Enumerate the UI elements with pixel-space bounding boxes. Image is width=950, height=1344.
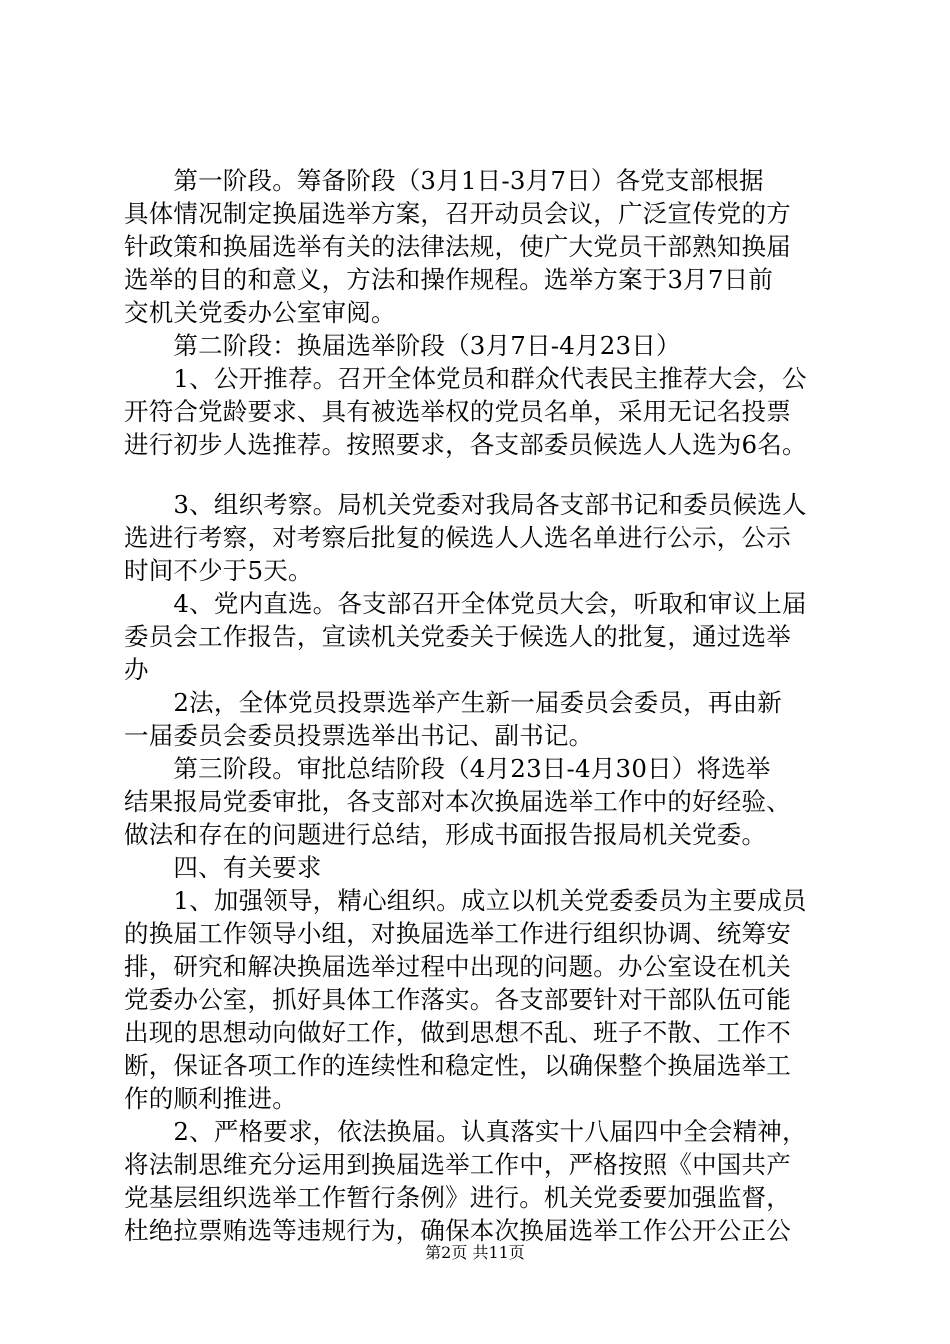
text-line: 选进行考察，对考察后批复的候选人人选名单进行公示，公示: [124, 523, 791, 552]
text-line: 将法制思维充分运用到换届选举工作中，严格按照《中国共产: [124, 1150, 791, 1179]
text-line: 的换届工作领导小组，对换届选举工作进行组织协调、统筹安: [124, 919, 791, 948]
text-line: 四、有关要求: [124, 853, 322, 882]
text-line: 第三阶段。审批总结阶段（4月23日-4月30日）将选举: [124, 754, 771, 783]
text-line: 针政策和换届选举有关的法律法规，使广大党员干部熟知换届: [124, 232, 791, 261]
text-line: 作的顺利推进。: [124, 1084, 297, 1113]
text-line: 具体情况制定换届选举方案，召开动员会议，广泛宣传党的方: [124, 199, 791, 228]
text-line: 交机关党委办公室审阅。: [124, 298, 396, 327]
text-line-last: 杜绝拉票贿选等违规行为，确保本次换届选举工作公开公正公: [124, 1216, 791, 1245]
text-line: 断，保证各项工作的连续性和稳定性，以确保整个换届选举工: [124, 1051, 791, 1080]
text-line: 出现的思想动向做好工作，做到思想不乱、班子不散、工作不: [124, 1018, 791, 1047]
text-line: 2、严格要求，依法换届。认真落实十八届四中全会精神，: [124, 1117, 807, 1146]
text-line: 3、组织考察。局机关党委对我局各支部书记和委员候选人: [124, 490, 807, 519]
text-line: 1、公开推荐。召开全体党员和群众代表民主推荐大会，公: [124, 364, 807, 393]
text-line: 排，研究和解决换届选举过程中出现的问题。办公室设在机关: [124, 952, 791, 981]
text-line: 办: [124, 655, 149, 684]
text-line: 第二阶段：换届选举阶段（3月7日-4月23日）: [124, 331, 681, 360]
text-line: 第一阶段。筹备阶段（3月1日-3月7日）各党支部根据: [124, 166, 764, 195]
text-line: 一届委员会委员投票选举出书记、副书记。: [124, 721, 594, 750]
text-line: 结果报局党委审批，各支部对本次换届选举工作中的好经验、: [124, 787, 791, 816]
text-line: 时间不少于5天。: [124, 556, 313, 585]
text-line: 委员会工作报告，宣读机关党委关于候选人的批复，通过选举: [124, 622, 791, 651]
text-line: 2法，全体党员投票选举产生新一届委员会委员，再由新: [124, 688, 782, 717]
text-line: 4、党内直选。各支部召开全体党员大会，听取和审议上届: [124, 589, 807, 618]
text-line: 党委办公室，抓好具体工作落实。各支部要针对干部队伍可能: [124, 985, 791, 1014]
text-line: 做法和存在的问题进行总结，形成书面报告报局机关党委。: [124, 820, 767, 849]
page-number: 第2页 共11页: [425, 1243, 525, 1262]
text-line: 1、加强领导，精心组织。成立以机关党委委员为主要成员: [124, 886, 807, 915]
text-line: 党基层组织选举工作暂行条例》进行。机关党委要加强监督，: [124, 1183, 791, 1212]
text-line: 选举的目的和意义，方法和操作规程。选举方案于3月7日前: [124, 265, 774, 294]
text-line: 进行初步人选推荐。按照要求，各支部委员候选人人选为6名。: [124, 430, 807, 459]
text-line: 开符合党龄要求、具有被选举权的党员名单，采用无记名投票: [124, 397, 791, 426]
